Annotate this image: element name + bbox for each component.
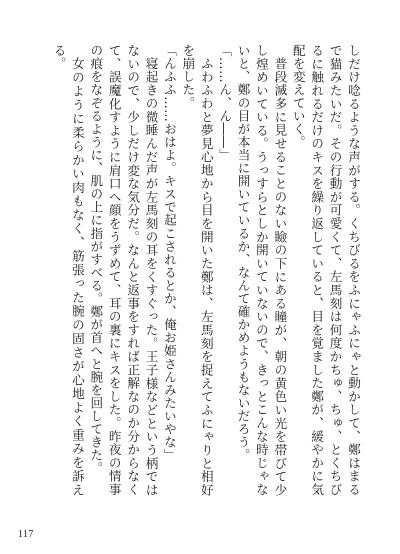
paragraph-2: 普段滅多に見せることのない瞼の下にある瞳が、朝の黄色い光を帯びて少し煌めいている。うっすらとしか開いていないので、きっとこんな時じゃないと、鄭の目が本当に開いているか、なんて確かめようもないだろう。 (235, 44, 288, 496)
dialogue-line-1: 「……ん、ん――」 (217, 44, 233, 162)
dialogue-line-2: 「んふふ……おはよ。キスで起こされるとか、俺お姫さんみたいやな」 (161, 44, 177, 462)
paragraph-3: ふわふわと夢見心地から目を開いた鄭は、左馬刻を捉えてふにゃりと相好を崩した。 (180, 44, 214, 496)
paragraph-1: しだけ唸るような声がする。くちびるをふにゃふにゃと動かして、鄭はまるで猫みたいだ。その行動が可愛くて、左馬刻は何度かちゅ、ちゅ、とくちびるに触れるだけのキスを繰り返していると、目を覚ました鄭が、緩やかに気配を変えていく。 (290, 44, 361, 496)
paragraph-4: 寝起きの微睡んだ声が左馬刻の耳をくすぐった。王子様などという柄ではないので、少しだけ変な気分だ。なんと返事をすれば正解なのか分からなくて、誤魔化すように肩口へ顔をうずめて、耳の裏にキスをした。昨夜の情事の痕をなぞるように、肌の上に指がすべる。鄭が首へと腕を回してきた。 (88, 44, 159, 496)
paragraph-5: 女のように柔らかい肉もなく、筋張った腕の固さが心地よく重みを訴える。 (51, 44, 85, 496)
page-number: 117 (18, 529, 34, 540)
vertical-body-text (36, 44, 362, 496)
